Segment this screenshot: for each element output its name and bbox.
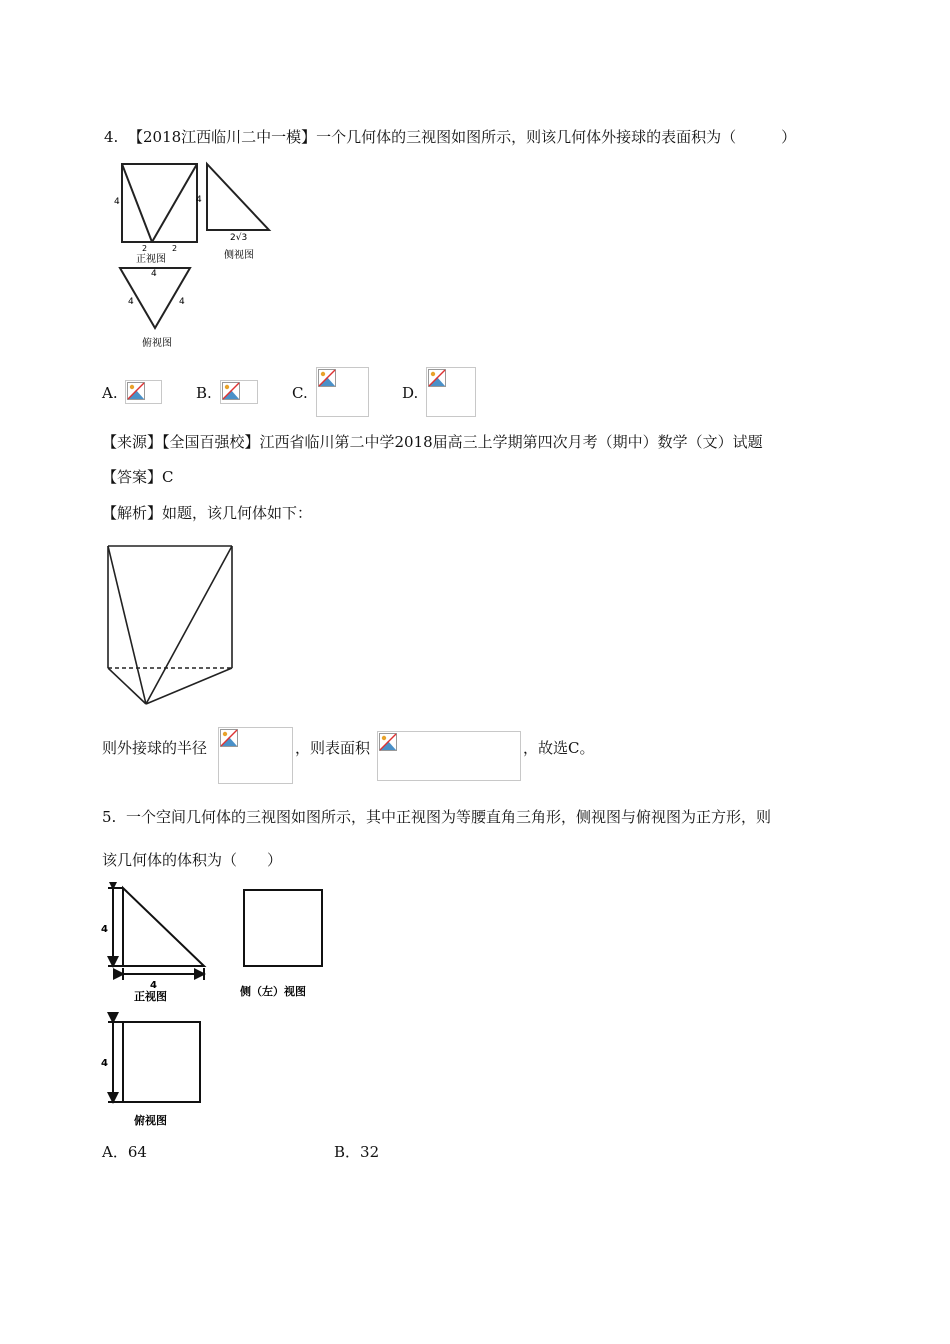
q5-text-line2: 该几何体的体积为（ ）: [102, 851, 283, 869]
q4-answer: 【答案】C: [102, 468, 174, 486]
q4-text: 【2018江西临川二中一模】一个几何体的三视图如图所示，则该几何体外接球的表面积为（ ）: [128, 128, 797, 146]
q5-top-view: [108, 1022, 200, 1102]
q4-option-b-label: B.: [196, 384, 212, 402]
q4-side-label: 侧视图: [224, 250, 254, 261]
q4-source: 【来源】【全国百强校】江西省临川第二中学2018届高三上学期第四次月考（期中）数学（文）试题: [102, 433, 763, 451]
q4-top-dim-4a: 4: [151, 269, 157, 279]
q4-three-view-figure: [112, 158, 282, 350]
q4-option-c-image: [316, 367, 369, 417]
q4-front-dim-4: 4: [114, 197, 120, 207]
q5-text-line1: 一个空间几何体的三视图如图所示，其中正视图为等腰直角三角形，侧视图与俯视图为正方形，则: [126, 808, 772, 826]
q5-top-dim-4: 4: [101, 1058, 108, 1069]
q4-side-view: [207, 164, 269, 230]
broken-image-icon: [222, 382, 240, 400]
q4-conclusion-part3: ，故选C。: [523, 739, 595, 757]
q5-front-dim-4v: 4: [101, 924, 108, 935]
q4-front-dim-2b: 2: [172, 244, 178, 253]
broken-image-icon: [428, 369, 446, 387]
q4-option-d-image: [426, 367, 476, 417]
broken-image-icon: [379, 733, 397, 751]
q4-number: 4.: [104, 128, 119, 146]
q5-option-b: B．32: [334, 1143, 380, 1161]
q4-top-dim-4b: 4: [128, 297, 134, 307]
q4-conclusion-part1: 则外接球的半径: [102, 739, 208, 757]
q4-front-dim-2a: 2: [142, 244, 148, 253]
q5-side-label: 侧（左）视图: [240, 985, 306, 998]
broken-image-icon: [127, 382, 145, 400]
q5-option-a: A．64: [102, 1143, 147, 1161]
q4-radius-image: [218, 727, 293, 784]
q5-front-label: 正视图: [134, 990, 167, 1003]
q4-option-d-label: D.: [402, 384, 419, 402]
q5-number: 5.: [102, 808, 117, 826]
q4-front-label: 正视图: [136, 254, 166, 265]
broken-image-icon: [318, 369, 336, 387]
q4-conclusion-part2: ，则表面积: [295, 739, 371, 757]
q4-front-view: [122, 164, 197, 242]
broken-image-icon: [220, 729, 238, 747]
q4-option-b-image: [220, 380, 258, 404]
q4-analysis: 【解析】如题，该几何体如下：: [102, 504, 313, 522]
q5-front-dim-4h: 4: [150, 980, 157, 991]
q4-top-dim-4c: 4: [179, 297, 185, 307]
q4-solid-figure: [100, 538, 240, 710]
q4-side-dim-2sqrt3: 2√3: [230, 233, 248, 243]
q4-side-dim-4: 4: [196, 195, 202, 205]
q5-front-view: [108, 888, 204, 980]
q4-option-a-image: [125, 380, 162, 404]
q4-area-image: [377, 731, 521, 781]
q5-three-view-figure: [98, 882, 338, 1130]
q4-top-label: 俯视图: [142, 338, 172, 349]
q5-top-label: 俯视图: [134, 1114, 167, 1127]
q5-side-view: [244, 890, 322, 966]
q4-option-a-label: A.: [102, 384, 118, 402]
q4-option-c-label: C.: [292, 384, 308, 402]
